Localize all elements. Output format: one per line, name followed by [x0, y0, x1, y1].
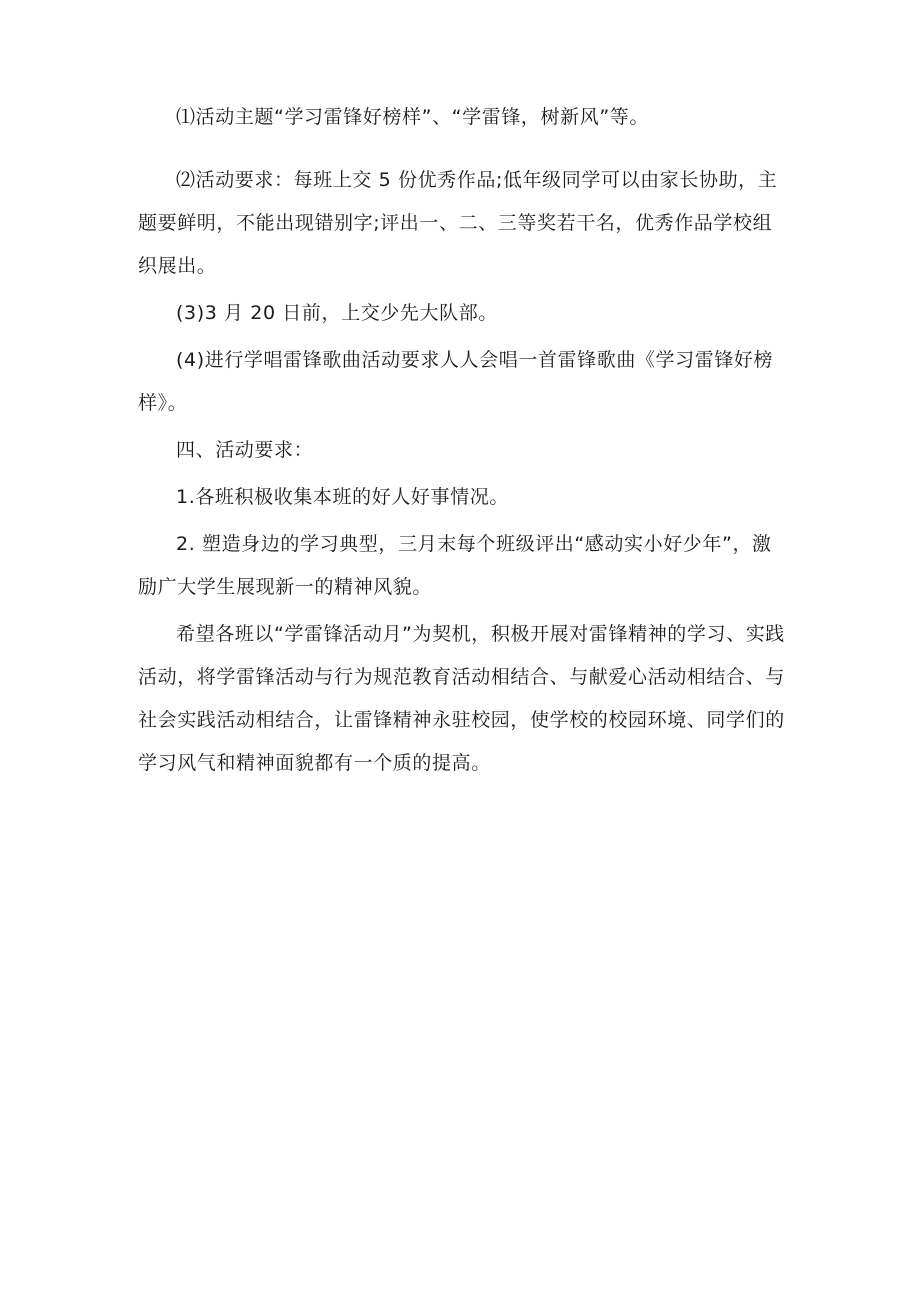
section-heading-activity-requirements: 四、活动要求： — [176, 439, 314, 461]
document-body — [138, 96, 788, 785]
paragraph-closing: 希望各班以“学雷锋活动月”为契机，积极开展对雷锋精神的学习、实践活动，将学雷锋活动与行为规范教育活动相结合、与献爱心活动相结合、与社会实践活动相结合，让雷锋精神永驻校园，使学校的校园环境、同学们的学习风气和精神面貌都有一个质的提高。 — [138, 623, 785, 774]
paragraph-collect-good-deeds: 1.各班积极收集本班的好人好事情况。 — [176, 486, 509, 508]
paragraph-theme: ⑴活动主题“学习雷锋好榜样”、“学雷锋，树新风”等。 — [176, 106, 649, 128]
paragraph-song-activity: (4)进行学唱雷锋歌曲活动要求人人会唱一首雷锋歌曲《学习雷锋好榜样》。 — [138, 349, 774, 414]
paragraph-deadline: (3)3 月 20 日前，上交少先大队部。 — [176, 302, 498, 324]
paragraph-role-models: 2. 塑造身边的学习典型，三月末每个班级评出“感动实小好少年”，激励广大学生展现新一的精神风貌。 — [138, 533, 772, 598]
paragraph-requirements: ⑵活动要求：每班上交 5 份优秀作品;低年级同学可以由家长协助，主题要鲜明，不能出现错别字;评出一、二、三等奖若干名，优秀作品学校组织展出。 — [138, 169, 778, 277]
